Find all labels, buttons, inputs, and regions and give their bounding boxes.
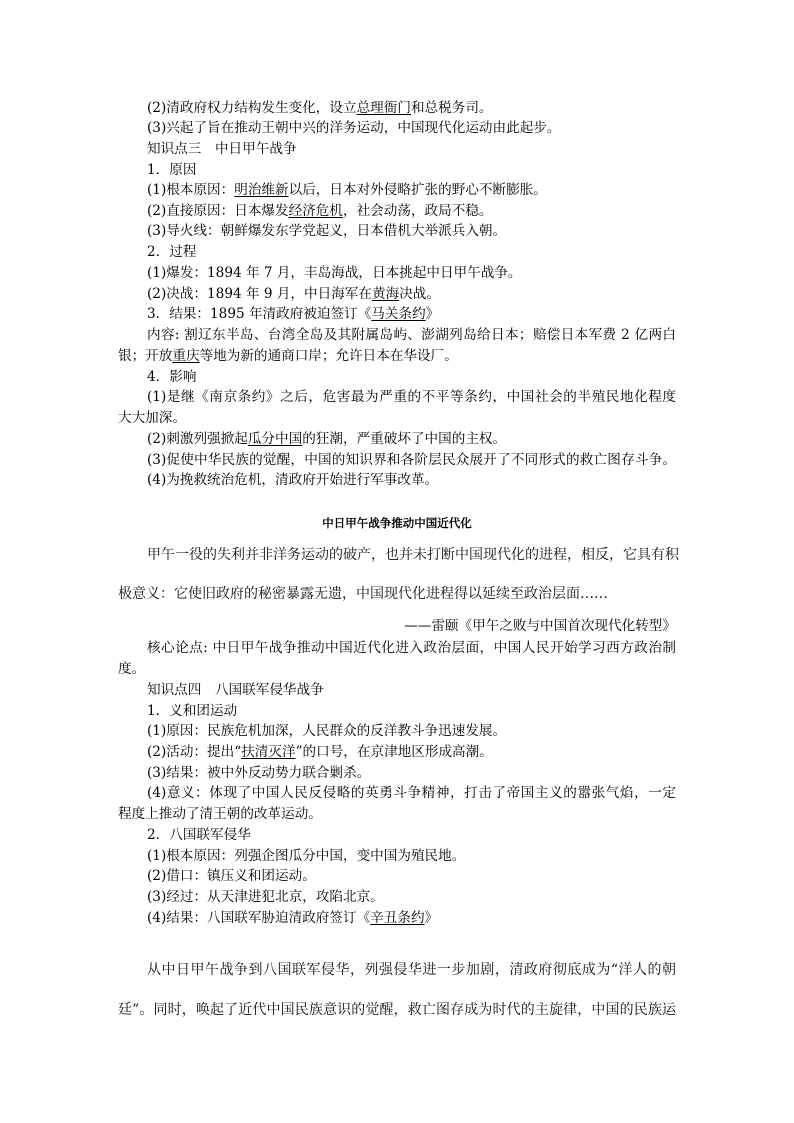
process-decisive: [147, 284, 440, 304]
subheading-impact: 4．影响: [147, 369, 197, 385]
text-segment: (2)直接原因：日本爆发: [147, 203, 289, 219]
subheading-process: 2．过程: [147, 244, 197, 260]
subheading-invasion: 2．八国联军侵华: [147, 827, 251, 843]
underlined-term: 经济危机: [288, 203, 343, 219]
insight-core-line2: 度。: [118, 661, 146, 677]
section-heading-point3: 知识点三 中日甲午战争: [147, 141, 297, 157]
text-segment: 银；开放: [118, 348, 173, 364]
text-segment: ”的口号，在京津地区形成高潮。: [295, 744, 493, 760]
boxer-activity: [147, 742, 493, 762]
text-segment: (1)根本原因：: [147, 182, 235, 198]
summary-line1: 从中日甲午战争到八国联军侵华，列强侵华进一步加剧，清政府彻底成为“洋人的朝: [147, 962, 676, 978]
underlined-term: 瓜分中国: [247, 431, 303, 447]
text-segment: (2)决战：1894 年 9 月，中日海军在: [147, 286, 372, 302]
intro-item-3: (3)兴起了旨在推动王朝中兴的洋务运动，中国现代化运动由此起步。: [147, 120, 561, 136]
impact-item2: [147, 429, 506, 449]
text-segment: 》: [424, 910, 439, 926]
impact-item1-line1: (1)是继《南京条约》之后，危害最为严重的不平等条约，中国社会的半殖民地化程度: [147, 389, 676, 405]
text-segment: (2)活动：提出“: [147, 744, 242, 760]
insight-quote-line2: 极意义：它使旧政府的秘密暴露无遗，中国现代化进程得以延续至政治层面……: [118, 586, 608, 602]
insight-core-line1: 核心论点: 中日甲午战争推动中国近代化进入政治层面，中国人民开始学习西方政治制: [147, 640, 676, 656]
cause-root: [147, 180, 547, 200]
text-segment: (2)刺激列强掀起: [147, 431, 248, 447]
text-segment: 和总税务司。: [410, 100, 493, 116]
subheading-result: [147, 304, 439, 324]
result-content-line1: 内容: 割辽东半岛、台湾全岛及其附属岛屿、澎湖列岛给日本；赔偿日本军费 2 亿两白: [147, 327, 676, 343]
impact-item1-line2: 大大加深。: [118, 410, 186, 426]
impact-item3: (3)促使中华民族的觉醒，中国的知识界和各阶层民众展开了不同形式的救亡图存斗争。: [147, 452, 676, 468]
text-segment: 等地为新的通商口岸；允许日本在华设厂。: [199, 348, 458, 364]
underlined-term: 辛丑条约: [370, 910, 425, 926]
cause-direct: [147, 201, 493, 221]
text-segment: 决战。: [399, 286, 440, 302]
text-segment: (4)结果：八国联军胁迫清政府签订《: [147, 910, 371, 926]
invasion-pretext: (2)借口：镇压义和团运动。: [147, 868, 316, 884]
summary-line2: 廷”。同时，唤起了近代中国民族意识的觉醒，救亡图存成为时代的主旋律，中国的民族运: [118, 1002, 676, 1018]
invasion-result: [147, 908, 438, 928]
boxer-result: (3)结果：被中外反动势力联合剿杀。: [147, 765, 371, 781]
text-segment: 以后，日本对外侵略扩张的野心不断膨胀。: [288, 182, 547, 198]
section-heading-point4: 知识点四 八国联军侵华战争: [147, 682, 324, 698]
boxer-cause: (1)原因：民族危机加深，人民群众的反洋教斗争迅速发展。: [147, 723, 507, 739]
insight-attribution: ——雷颐《甲午之败与中国首次现代化转型》: [404, 618, 676, 634]
invasion-course: (3)经过：从天津进犯北京，攻陷北京。: [147, 889, 384, 905]
subheading-causes: 1．原因: [147, 162, 197, 178]
invasion-root: (1)根本原因：列强企图瓜分中国，变中国为殖民地。: [147, 848, 466, 864]
process-outbreak: (1)爆发：1894 年 7 月，丰岛海战，日本挑起中日甲午战争。: [147, 265, 522, 281]
underlined-term: 明治维新: [234, 182, 289, 198]
underlined-term: 重庆: [172, 348, 200, 364]
boxer-significance-line2: 程度上推动了清王朝的改革运动。: [118, 806, 322, 822]
underlined-term: 黄海: [372, 286, 400, 302]
impact-item4: (4)为挽救统治危机，清政府开始进行军事改革。: [147, 472, 439, 488]
intro-item-2: [147, 98, 493, 118]
result-content-line2: [118, 346, 458, 366]
text-segment: 的狂潮，严重破坏了中国的主权。: [302, 431, 507, 447]
cause-trigger: (3)导火线：朝鲜爆发东学党起义，日本借机大举派兵入朝。: [147, 223, 507, 239]
underlined-term: 马关条约: [371, 306, 426, 322]
underlined-term: 总理衙门: [356, 100, 411, 116]
text-segment: 》: [425, 306, 440, 322]
subheading-boxer: 1．义和团运动: [147, 703, 238, 719]
text-segment: ，社会动荡，政局不稳。: [342, 203, 493, 219]
boxer-significance-line1: (4)意义：体现了中国人民反侵略的英勇斗争精神，打击了帝国主义的嚣张气焰，一定: [147, 785, 676, 801]
insight-quote-line1: 甲午一役的失利并非洋务运动的破产，也并未打断中国现代化的进程，相反，它具有积: [147, 547, 679, 563]
text-segment: (2)清政府权力结构发生变化，设立: [147, 100, 357, 116]
text-segment: 3．结果：1895 年清政府被迫签订《: [147, 306, 372, 322]
underlined-term: 扶清灭洋: [241, 744, 296, 760]
insight-title: 中日甲午战争推动中国近代化: [322, 516, 472, 530]
